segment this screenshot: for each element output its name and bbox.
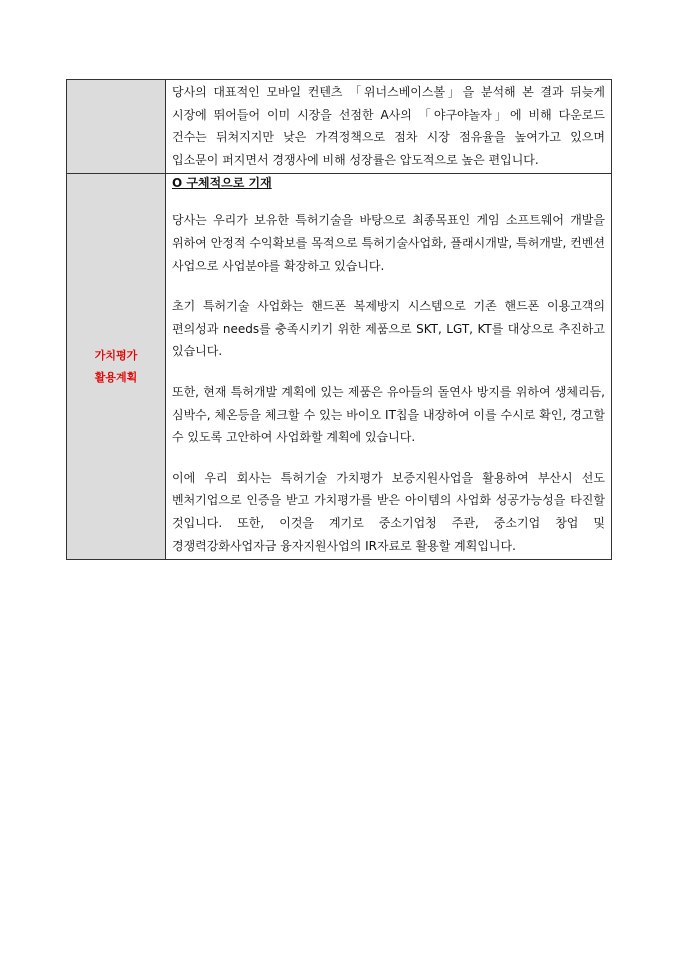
row-label-cell-empty	[67, 80, 166, 174]
row-content-cell	[166, 174, 612, 560]
row-label	[67, 345, 165, 389]
plan-table	[66, 79, 612, 560]
row-label-cell	[67, 174, 166, 560]
plan-paragraph-3: 또한, 현재 특허개발 계획에 있는 제품은 유아들의 돌연사 방지를 위하여 생체리듬, 심박수, 체온등을 체크할 수 있는 바이오 IT칩을 내장하여 이를 수시로 확인, 경고할 수 있도록 고안하여 사업화할 계획에 있습니다.	[172, 384, 605, 445]
plan-paragraph-1: 당사는 우리가 보유한 특허기술을 바탕으로 최종목표인 게임 소프트웨어 개발을 위하여 안정적 수익확보를 목적으로 특허기술사업화, 플래시개발, 특허개발, 컨벤션 사업으로 사업분야를 확장하고 있습니다.	[172, 213, 605, 273]
plan-paragraph-2: 초기 특허기술 사업화는 핸드폰 복제방지 시스템으로 기존 핸드폰 이용고객의 편의성과 needs를 충족시키기 위한 제품으로 SKT, LGT, KT를 대상으로 추진하고 있습니다.	[172, 299, 605, 359]
section-heading: O 구체적으로 기재	[172, 176, 272, 191]
row-label-line1: 가치평가	[94, 348, 138, 362]
table-row-valuation-plan	[67, 174, 612, 560]
row-label-line2: 활용계획	[94, 370, 138, 384]
plan-paragraph-4: 이에 우리 회사는 특허기술 가치평가 보증지원사업을 활용하여 부산시 선도 벤처기업으로 인증을 받고 가치평가를 받은 아이템의 사업화 성공가능성을 타진할 것입니다. 또한, 이것을 계기로 중소기업청 주관, 중소기업 창업 및 경쟁력강화사업자금 융자지원사업의 IR자료로 활용할 계획입니다.	[172, 470, 605, 553]
analysis-paragraph: 당사의 대표적인 모바일 컨텐츠 「위너스베이스볼」을 분석해 본 결과 뒤늦게 시장에 뛰어들어 이미 시장을 선점한 A사의 「야구야놀자」에 비해 다운로드 건수는 뒤쳐지지만 낮은 가격정책으로 점차 시장 점유율을 높여가고 있으며 입소문이 퍼지면서 경쟁사에 비해 성장률은 압도적으로 높은 편입니다.	[172, 85, 605, 167]
row-content-cell	[166, 80, 612, 174]
table-row-analysis	[67, 80, 612, 174]
